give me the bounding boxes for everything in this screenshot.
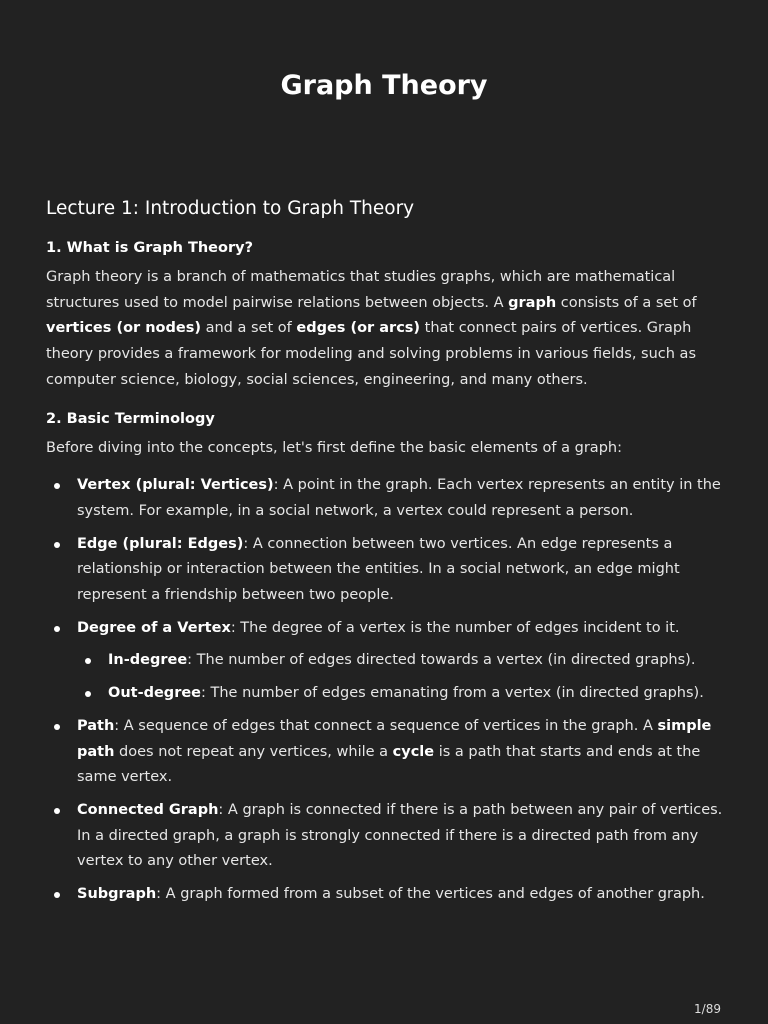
list-item-path bbox=[46, 714, 726, 791]
document-title: Graph Theory bbox=[280, 70, 488, 101]
terminology-intro: Before diving into the concepts, let's first define the basic elements of a graph: bbox=[46, 439, 622, 456]
term-path: Path bbox=[77, 717, 115, 734]
list-item-in-degree bbox=[77, 648, 726, 674]
list-item-connected-graph bbox=[46, 798, 726, 875]
section-heading-what-is-graph-theory: 1. What is Graph Theory? bbox=[46, 240, 253, 256]
term-out-degree: Out-degree bbox=[108, 685, 202, 702]
term-graph: graph bbox=[508, 294, 557, 311]
term-vertex: Vertex (plural: Vertices) bbox=[77, 477, 274, 494]
term-simple-path: simple path bbox=[77, 717, 712, 760]
definition-text: : A graph is connected if there is a path between any pair of vertices. In a directed graph, a graph is strongly connected if there is a directed path from any vertex to any other vertex. bbox=[77, 801, 723, 870]
paragraph-text: consists of a set of bbox=[556, 294, 697, 311]
paragraph-text: and a set of bbox=[201, 320, 297, 337]
definition-text: : A graph formed from a subset of the vertices and edges of another graph. bbox=[156, 886, 705, 903]
definition-text: does not repeat any vertices, while a bbox=[114, 743, 393, 760]
term-cycle: cycle bbox=[392, 743, 435, 760]
paragraph-text: that connect pairs of vertices. Graph theory provides a framework for modeling and solving problems in various fields, such as computer science, biology, social sciences, engineering, and many others. bbox=[46, 320, 696, 388]
term-connected-graph: Connected Graph bbox=[77, 801, 219, 818]
degree-sublist bbox=[77, 648, 726, 706]
list-item-degree bbox=[46, 616, 726, 707]
definition-text: : A sequence of edges that connect a sequence of vertices in the graph. A bbox=[114, 717, 658, 734]
term-subgraph: Subgraph bbox=[77, 886, 157, 903]
definition-text: : The degree of a vertex is the number of edges incident to it. bbox=[230, 619, 680, 636]
list-item-edge bbox=[46, 532, 726, 609]
lecture-content bbox=[46, 195, 726, 915]
graph-theory-definition-paragraph bbox=[46, 265, 726, 394]
paragraph-text: Graph theory is a branch of mathematics that studies graphs, which are mathematical structures used to model pairwise relations between objects. A bbox=[46, 269, 676, 311]
definition-text: is a path that starts and ends at the same vertex. bbox=[77, 743, 701, 786]
page-number: 1/89 bbox=[694, 1002, 721, 1016]
term-degree: Degree of a Vertex bbox=[77, 619, 231, 636]
term-in-degree: In-degree bbox=[108, 652, 188, 669]
definition-text: : The number of edges directed towards a vertex (in directed graphs). bbox=[187, 652, 696, 669]
definition-text: : A point in the graph. Each vertex represents an entity in the system. For example, in a social network, a vertex could represent a person. bbox=[77, 477, 721, 519]
definition-text: : A connection between two vertices. An edge represents a relationship or interaction between the entities. In a social network, an edge might represent a friendship between two people. bbox=[77, 535, 680, 604]
term-vertices: vertices (or nodes) bbox=[46, 320, 201, 337]
list-item-subgraph bbox=[46, 882, 726, 908]
list-item-out-degree bbox=[77, 681, 726, 707]
term-edges: edges (or arcs) bbox=[296, 320, 421, 337]
lecture-title: Lecture 1: Introduction to Graph Theory bbox=[46, 198, 415, 219]
list-item-vertex bbox=[46, 473, 726, 524]
term-edge: Edge (plural: Edges) bbox=[77, 535, 244, 552]
definition-text: : The number of edges emanating from a vertex (in directed graphs). bbox=[201, 685, 704, 702]
terminology-list bbox=[46, 473, 726, 908]
section-heading-basic-terminology: 2. Basic Terminology bbox=[46, 410, 215, 427]
